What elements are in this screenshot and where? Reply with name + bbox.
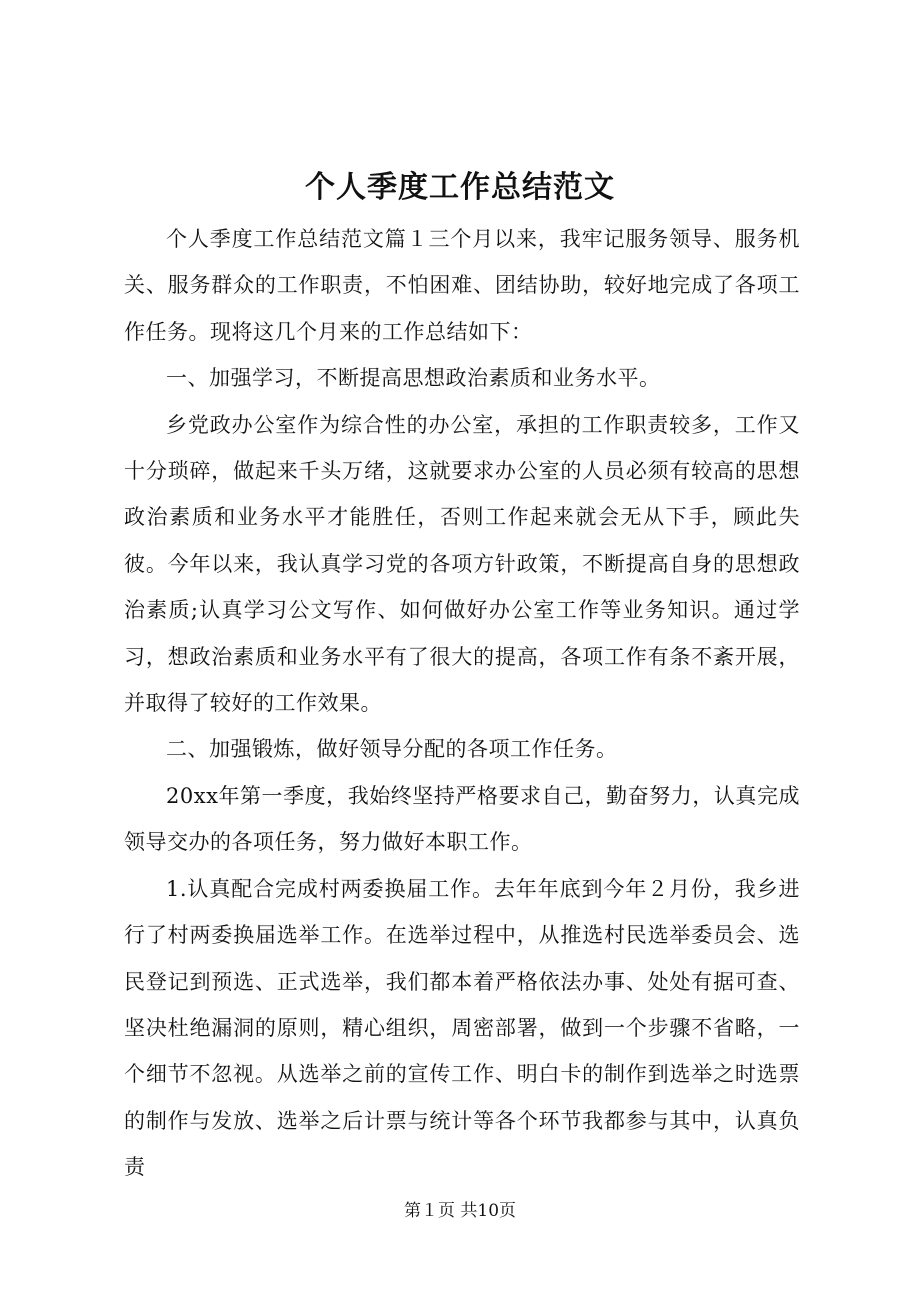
paragraph-intro: 个人季度工作总结范文篇１三个月以来，我牢记服务领导、服务机关、服务群众的工作职责，不怕困难、团结协助，较好地完成了各项工作任务。现将这几个月来的工作总结如下： <box>124 227 800 344</box>
page-footer: 第１页 共10页 <box>403 1201 517 1221</box>
document-body <box>124 216 800 1191</box>
paragraph-study: 乡党政办公室作为综合性的办公室，承担的工作职责较多，工作又十分琐碎，做起来千头万绪，这就要求办公室的人员必须有较高的思想政治素质和业务水平才能胜任，否则工作起来就会无从下手，顾此失彼。今年以来，我认真学习党的各项方针政策，不断提高自身的思想政治素质;认真学习公文写作、如何做好办公室工作等业务知识。通过学习，想政治素质和业务水平有了很大的提高，各项工作有条不紊开展，并取得了较好的工作效果。 <box>124 412 800 716</box>
paragraph-heading-2: 二、加强锻炼，做好领导分配的各项工作任务。 <box>166 737 618 762</box>
paragraph-election: 1.认真配合完成村两委换届工作。去年年底到今年２月份，我乡进行了村两委换届选举工作。在选举过程中，从推选村民选举委员会、选民登记到预选、正式选举，我们都本着严格依法办事、处处有据可查、坚决杜绝漏洞的原则，精心组织，周密部署，做到一个步骤不省略，一个细节不忽视。从选举之前的宣传工作、明白卡的制作到选举之时选票的制作与发放、选举之后计票与统计等各个环节我都参与其中，认真负责 <box>124 876 800 1180</box>
paragraph-heading-1: 一、加强学习，不断提高思想政治素质和业务水平。 <box>166 366 661 391</box>
document-title: 个人季度工作总结范文 <box>305 170 615 205</box>
paragraph-q1: 20xx年第一季度，我始终坚持严格要求自己，勤奋努力，认真完成领导交办的各项任务，努力做好本职工作。 <box>124 783 800 855</box>
